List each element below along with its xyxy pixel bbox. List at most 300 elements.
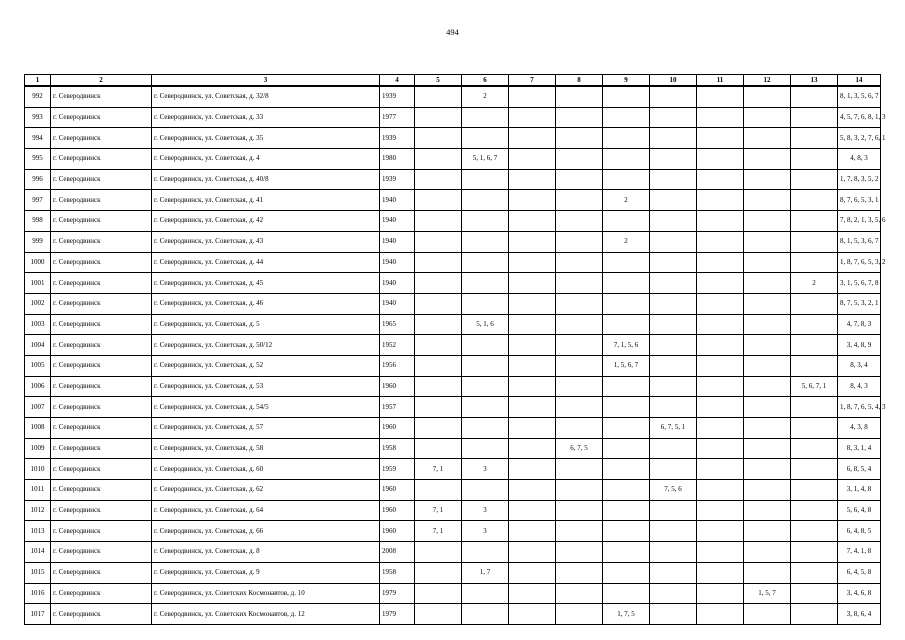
- table-cell-col-8: [556, 293, 603, 314]
- table-cell-col-11: [697, 521, 744, 542]
- table-cell-col-6: [462, 397, 509, 418]
- table-cell-col-11: [697, 376, 744, 397]
- table-cell-col-8: [556, 273, 603, 294]
- table-cell-col-6: [462, 335, 509, 356]
- table-cell-col-2: г. Северодвинск: [51, 190, 152, 211]
- table-cell-col-14: 4, 5, 7, 6, 8, 1, 3: [838, 107, 881, 128]
- table-cell-col-9: [603, 521, 650, 542]
- table-cell-col-2: г. Северодвинск: [51, 252, 152, 273]
- table-row: [25, 128, 881, 149]
- table-row: [25, 583, 881, 604]
- table-cell-col-1: 1010: [25, 459, 51, 480]
- table-cell-col-3: г. Северодвинск, ул. Советская, д. 53: [152, 376, 380, 397]
- table-cell-col-9: [603, 149, 650, 170]
- table-cell-col-13: [791, 86, 838, 107]
- table-cell-col-3: г. Северодвинск, ул. Советская, д. 40/8: [152, 169, 380, 190]
- table-cell-col-11: [697, 293, 744, 314]
- table-row: [25, 418, 881, 439]
- table-cell-col-13: 2: [791, 273, 838, 294]
- column-header-3: 3: [152, 75, 380, 87]
- table-cell-col-10: 7, 5, 6: [650, 480, 697, 501]
- column-header-8: 8: [556, 75, 603, 87]
- table-cell-col-2: г. Северодвинск: [51, 273, 152, 294]
- table-cell-col-1: 1009: [25, 438, 51, 459]
- table-cell-col-9: [603, 459, 650, 480]
- table-cell-col-4: 1939: [380, 128, 415, 149]
- table-cell-col-10: [650, 86, 697, 107]
- table-cell-col-8: [556, 459, 603, 480]
- table-cell-col-1: 1012: [25, 500, 51, 521]
- table-cell-col-14: 8, 3, 1, 4: [838, 438, 881, 459]
- table-cell-col-6: [462, 376, 509, 397]
- table-cell-col-14: 3, 4, 6, 8: [838, 583, 881, 604]
- table-cell-col-4: 1960: [380, 418, 415, 439]
- table-cell-col-2: г. Северодвинск: [51, 521, 152, 542]
- table-cell-col-3: г. Северодвинск, ул. Советская, д. 42: [152, 211, 380, 232]
- table-cell-col-7: [509, 562, 556, 583]
- table-cell-col-13: [791, 604, 838, 625]
- table-row: [25, 604, 881, 625]
- table-cell-col-9: [603, 438, 650, 459]
- table-cell-col-4: 1940: [380, 190, 415, 211]
- table-cell-col-6: [462, 480, 509, 501]
- table-cell-col-14: 1, 7, 8, 3, 5, 2: [838, 169, 881, 190]
- table-cell-col-13: [791, 480, 838, 501]
- table-cell-col-13: [791, 169, 838, 190]
- table-cell-col-10: [650, 438, 697, 459]
- table-cell-col-3: г. Северодвинск, ул. Советская, д. 9: [152, 562, 380, 583]
- table-cell-col-2: г. Северодвинск: [51, 86, 152, 107]
- table-cell-col-9: [603, 273, 650, 294]
- table-cell-col-5: [415, 397, 462, 418]
- table-cell-col-10: [650, 252, 697, 273]
- table-cell-col-8: 6, 7, 5: [556, 438, 603, 459]
- table-cell-col-8: [556, 604, 603, 625]
- table-cell-col-13: [791, 355, 838, 376]
- table-cell-col-7: [509, 604, 556, 625]
- table-row: [25, 293, 881, 314]
- table-cell-col-7: [509, 459, 556, 480]
- table-cell-col-7: [509, 149, 556, 170]
- table-row: [25, 542, 881, 563]
- table-cell-col-7: [509, 583, 556, 604]
- table-cell-col-4: 1958: [380, 438, 415, 459]
- table-cell-col-12: [744, 293, 791, 314]
- table-cell-col-3: г. Северодвинск, ул. Советская, д. 62: [152, 480, 380, 501]
- table-cell-col-12: [744, 355, 791, 376]
- table-cell-col-10: [650, 107, 697, 128]
- table-cell-col-14: 8, 7, 6, 5, 3, 1: [838, 190, 881, 211]
- table-cell-col-6: 3: [462, 521, 509, 542]
- table-cell-col-9: [603, 583, 650, 604]
- table-cell-col-4: 1956: [380, 355, 415, 376]
- table-cell-col-10: [650, 231, 697, 252]
- table-cell-col-4: 1939: [380, 86, 415, 107]
- table-cell-col-2: г. Северодвинск: [51, 438, 152, 459]
- table-cell-col-11: [697, 355, 744, 376]
- table-cell-col-11: [697, 480, 744, 501]
- table-cell-col-10: [650, 562, 697, 583]
- table-cell-col-13: [791, 418, 838, 439]
- table-cell-col-5: [415, 293, 462, 314]
- column-header-7: 7: [509, 75, 556, 87]
- table-cell-col-11: [697, 169, 744, 190]
- table-cell-col-11: [697, 107, 744, 128]
- table-cell-col-9: 1, 5, 6, 7: [603, 355, 650, 376]
- table-cell-col-14: 3, 4, 8, 9: [838, 335, 881, 356]
- table-cell-col-12: [744, 480, 791, 501]
- table-cell-col-10: [650, 314, 697, 335]
- table-cell-col-8: [556, 397, 603, 418]
- table-cell-col-8: [556, 149, 603, 170]
- table-cell-col-7: [509, 314, 556, 335]
- table-cell-col-9: 1, 7, 5: [603, 604, 650, 625]
- table-row: [25, 335, 881, 356]
- table-row: [25, 273, 881, 294]
- table-cell-col-2: г. Северодвинск: [51, 211, 152, 232]
- table-cell-col-11: [697, 86, 744, 107]
- table-cell-col-5: [415, 190, 462, 211]
- table-cell-col-4: 1977: [380, 107, 415, 128]
- table-cell-col-12: [744, 459, 791, 480]
- table-cell-col-14: 4, 7, 8, 3: [838, 314, 881, 335]
- table-cell-col-1: 1001: [25, 273, 51, 294]
- table-cell-col-7: [509, 107, 556, 128]
- table-cell-col-12: [744, 542, 791, 563]
- table-cell-col-12: [744, 397, 791, 418]
- table-cell-col-13: [791, 542, 838, 563]
- table-cell-col-8: [556, 542, 603, 563]
- table-cell-col-7: [509, 128, 556, 149]
- table-cell-col-10: [650, 128, 697, 149]
- table-cell-col-2: г. Северодвинск: [51, 480, 152, 501]
- table-cell-col-13: [791, 211, 838, 232]
- table-cell-col-1: 999: [25, 231, 51, 252]
- table-cell-col-9: [603, 107, 650, 128]
- table-cell-col-14: 7, 4, 1, 8: [838, 542, 881, 563]
- table-cell-col-3: г. Северодвинск, ул. Советская, д. 57: [152, 418, 380, 439]
- table-cell-col-1: 997: [25, 190, 51, 211]
- table-cell-col-4: 1960: [380, 376, 415, 397]
- table-cell-col-8: [556, 128, 603, 149]
- table-cell-col-5: [415, 583, 462, 604]
- table-cell-col-14: 6, 4, 5, 8: [838, 562, 881, 583]
- table-cell-col-3: г. Северодвинск, ул. Советских Космонавтов, д. 10: [152, 583, 380, 604]
- table-cell-col-7: [509, 438, 556, 459]
- table-cell-col-5: [415, 211, 462, 232]
- table-cell-col-5: [415, 542, 462, 563]
- table-cell-col-8: [556, 211, 603, 232]
- column-header-12: 12: [744, 75, 791, 87]
- table-cell-col-5: [415, 376, 462, 397]
- table-row: [25, 231, 881, 252]
- table-cell-col-11: [697, 128, 744, 149]
- table-cell-col-2: г. Северодвинск: [51, 128, 152, 149]
- table-cell-col-6: 3: [462, 459, 509, 480]
- table-cell-col-14: 8, 3, 4: [838, 355, 881, 376]
- table-cell-col-8: [556, 562, 603, 583]
- table-cell-col-1: 1006: [25, 376, 51, 397]
- table-cell-col-3: г. Северодвинск, ул. Советских Космонавтов, д. 12: [152, 604, 380, 625]
- table-cell-col-2: г. Северодвинск: [51, 459, 152, 480]
- table-cell-col-3: г. Северодвинск, ул. Советская, д. 66: [152, 521, 380, 542]
- table-cell-col-8: [556, 521, 603, 542]
- table-cell-col-5: [415, 231, 462, 252]
- table-cell-col-6: 5, 1, 6: [462, 314, 509, 335]
- table-cell-col-2: г. Северодвинск: [51, 355, 152, 376]
- table-cell-col-1: 1017: [25, 604, 51, 625]
- table-cell-col-13: 5, 6, 7, 1: [791, 376, 838, 397]
- table-cell-col-9: [603, 418, 650, 439]
- table-cell-col-11: [697, 397, 744, 418]
- table-cell-col-14: 3, 1, 5, 6, 7, 8: [838, 273, 881, 294]
- table-row: [25, 521, 881, 542]
- table-cell-col-7: [509, 397, 556, 418]
- table-cell-col-3: г. Северодвинск, ул. Советская, д. 46: [152, 293, 380, 314]
- table-cell-col-14: 3, 1, 4, 8: [838, 480, 881, 501]
- table-cell-col-5: [415, 149, 462, 170]
- column-header-1: 1: [25, 75, 51, 87]
- table-cell-col-3: г. Северодвинск, ул. Советская, д. 43: [152, 231, 380, 252]
- table-cell-col-8: [556, 169, 603, 190]
- table-cell-col-3: г. Северодвинск, ул. Советская, д. 52: [152, 355, 380, 376]
- table-cell-col-10: [650, 521, 697, 542]
- table-cell-col-4: 1980: [380, 149, 415, 170]
- table-row: [25, 376, 881, 397]
- table-cell-col-6: [462, 293, 509, 314]
- table-cell-col-12: [744, 376, 791, 397]
- table-cell-col-12: 1, 5, 7: [744, 583, 791, 604]
- table-cell-col-11: [697, 149, 744, 170]
- table-cell-col-14: 5, 8, 3, 2, 7, 6, 1: [838, 128, 881, 149]
- table-cell-col-5: 7, 1: [415, 459, 462, 480]
- table-cell-col-12: [744, 418, 791, 439]
- table-cell-col-11: [697, 314, 744, 335]
- table-cell-col-7: [509, 293, 556, 314]
- table-row: [25, 190, 881, 211]
- table-cell-col-5: [415, 335, 462, 356]
- table-cell-col-7: [509, 335, 556, 356]
- table-cell-col-12: [744, 128, 791, 149]
- table-cell-col-9: [603, 293, 650, 314]
- table-cell-col-5: 7, 1: [415, 500, 462, 521]
- table-cell-col-3: г. Северодвинск, ул. Советская, д. 64: [152, 500, 380, 521]
- table-cell-col-9: 2: [603, 190, 650, 211]
- table-cell-col-1: 1008: [25, 418, 51, 439]
- table-cell-col-11: [697, 562, 744, 583]
- table-cell-col-12: [744, 107, 791, 128]
- table-cell-col-5: [415, 252, 462, 273]
- table-cell-col-4: 1958: [380, 562, 415, 583]
- table-cell-col-4: 1940: [380, 252, 415, 273]
- table-cell-col-14: 4, 3, 8: [838, 418, 881, 439]
- table-cell-col-7: [509, 190, 556, 211]
- table-cell-col-5: [415, 314, 462, 335]
- table-cell-col-1: 1016: [25, 583, 51, 604]
- table-cell-col-1: 1000: [25, 252, 51, 273]
- table-cell-col-2: г. Северодвинск: [51, 500, 152, 521]
- table-cell-col-14: 6, 4, 8, 5: [838, 521, 881, 542]
- table-cell-col-7: [509, 273, 556, 294]
- table-cell-col-3: г. Северодвинск, ул. Советская, д. 32/8: [152, 86, 380, 107]
- table-cell-col-3: г. Северодвинск, ул. Советская, д. 41: [152, 190, 380, 211]
- table-cell-col-9: [603, 562, 650, 583]
- table-row: [25, 86, 881, 107]
- table-cell-col-12: [744, 335, 791, 356]
- table-cell-col-7: [509, 521, 556, 542]
- table-cell-col-5: [415, 438, 462, 459]
- table-cell-col-5: [415, 604, 462, 625]
- table-cell-col-10: [650, 397, 697, 418]
- table-cell-col-7: [509, 376, 556, 397]
- table-cell-col-12: [744, 500, 791, 521]
- table-cell-col-14: 1, 8, 7, 6, 5, 4, 3: [838, 397, 881, 418]
- table-cell-col-14: 8, 7, 5, 3, 2, 1: [838, 293, 881, 314]
- table-cell-col-11: [697, 190, 744, 211]
- column-header-14: 14: [838, 75, 881, 87]
- table-cell-col-9: 2: [603, 231, 650, 252]
- table-cell-col-13: [791, 459, 838, 480]
- table-cell-col-13: [791, 562, 838, 583]
- table-cell-col-12: [744, 604, 791, 625]
- table-cell-col-9: [603, 480, 650, 501]
- table-cell-col-10: [650, 190, 697, 211]
- table-cell-col-3: г. Северодвинск, ул. Советская, д. 45: [152, 273, 380, 294]
- table-cell-col-7: [509, 252, 556, 273]
- table-cell-col-3: г. Северодвинск, ул. Советская, д. 44: [152, 252, 380, 273]
- table-cell-col-2: г. Северодвинск: [51, 376, 152, 397]
- table-cell-col-8: [556, 231, 603, 252]
- table-cell-col-13: [791, 128, 838, 149]
- table-cell-col-10: [650, 293, 697, 314]
- table-cell-col-1: 996: [25, 169, 51, 190]
- table-cell-col-3: г. Северодвинск, ул. Советская, д. 8: [152, 542, 380, 563]
- table-cell-col-8: [556, 314, 603, 335]
- table-cell-col-5: [415, 86, 462, 107]
- table-cell-col-1: 994: [25, 128, 51, 149]
- table-cell-col-11: [697, 459, 744, 480]
- column-header-9: 9: [603, 75, 650, 87]
- table-cell-col-9: [603, 86, 650, 107]
- column-header-11: 11: [697, 75, 744, 87]
- table-cell-col-2: г. Северодвинск: [51, 293, 152, 314]
- page-number: 494: [446, 27, 459, 37]
- register-table: [24, 74, 886, 625]
- table-cell-col-6: [462, 355, 509, 376]
- table-cell-col-13: [791, 107, 838, 128]
- table-row: [25, 438, 881, 459]
- table-cell-col-8: [556, 480, 603, 501]
- table-cell-col-7: [509, 231, 556, 252]
- table-cell-col-13: [791, 397, 838, 418]
- table-cell-col-14: 8, 1, 5, 3, 6, 7: [838, 231, 881, 252]
- table-cell-col-5: [415, 107, 462, 128]
- table-cell-col-9: [603, 211, 650, 232]
- table-cell-col-7: [509, 86, 556, 107]
- table-cell-col-14: 5, 6, 4, 8: [838, 500, 881, 521]
- table-cell-col-1: 1007: [25, 397, 51, 418]
- table-cell-col-7: [509, 418, 556, 439]
- table-cell-col-5: [415, 355, 462, 376]
- table-cell-col-7: [509, 355, 556, 376]
- table-cell-col-8: [556, 376, 603, 397]
- table-cell-col-13: [791, 293, 838, 314]
- table-cell-col-8: [556, 252, 603, 273]
- table-cell-col-9: [603, 397, 650, 418]
- table-cell-col-12: [744, 314, 791, 335]
- table-cell-col-10: [650, 335, 697, 356]
- table-cell-col-5: [415, 562, 462, 583]
- table-cell-col-6: [462, 169, 509, 190]
- table-cell-col-12: [744, 149, 791, 170]
- table-cell-col-6: 3: [462, 500, 509, 521]
- table-cell-col-4: 1979: [380, 604, 415, 625]
- table-cell-col-2: г. Северодвинск: [51, 562, 152, 583]
- table-cell-col-9: [603, 128, 650, 149]
- table-cell-col-9: [603, 252, 650, 273]
- table-row: [25, 397, 881, 418]
- table-cell-col-9: [603, 376, 650, 397]
- table-cell-col-6: [462, 273, 509, 294]
- table-cell-col-8: [556, 583, 603, 604]
- table-cell-col-2: г. Северодвинск: [51, 604, 152, 625]
- table-cell-col-12: [744, 86, 791, 107]
- table-cell-col-12: [744, 231, 791, 252]
- table-cell-col-12: [744, 562, 791, 583]
- table-cell-col-13: [791, 231, 838, 252]
- table-cell-col-4: 1959: [380, 459, 415, 480]
- table-cell-col-5: [415, 480, 462, 501]
- table-cell-col-13: [791, 438, 838, 459]
- table-row: [25, 211, 881, 232]
- table-cell-col-13: [791, 521, 838, 542]
- table-cell-col-3: г. Северодвинск, ул. Советская, д. 35: [152, 128, 380, 149]
- table-body: [25, 86, 886, 624]
- table-cell-col-11: [697, 583, 744, 604]
- table-cell-col-11: [697, 438, 744, 459]
- table-cell-col-4: 1940: [380, 293, 415, 314]
- table-row: [25, 500, 881, 521]
- table-cell-col-3: г. Северодвинск, ул. Советская, д. 5: [152, 314, 380, 335]
- table-cell-col-8: [556, 335, 603, 356]
- table-cell-col-5: [415, 418, 462, 439]
- table-cell-col-3: г. Северодвинск, ул. Советская, д. 33: [152, 107, 380, 128]
- table-cell-col-5: 7, 1: [415, 521, 462, 542]
- table-cell-col-3: г. Северодвинск, ул. Советская, д. 54/5: [152, 397, 380, 418]
- table-cell-col-4: 1957: [380, 397, 415, 418]
- table-cell-col-12: [744, 521, 791, 542]
- table-cell-col-13: [791, 335, 838, 356]
- table-cell-col-1: 1013: [25, 521, 51, 542]
- table-cell-col-6: [462, 211, 509, 232]
- table-cell-col-13: [791, 314, 838, 335]
- table-cell-col-1: 1015: [25, 562, 51, 583]
- table-cell-col-5: [415, 169, 462, 190]
- table-cell-col-7: [509, 542, 556, 563]
- table-cell-col-10: [650, 169, 697, 190]
- table-cell-col-6: 5, 1, 6, 7: [462, 149, 509, 170]
- table-cell-col-2: г. Северодвинск: [51, 231, 152, 252]
- table-row: [25, 314, 881, 335]
- table-cell-col-8: [556, 86, 603, 107]
- table-header-row: [25, 75, 881, 87]
- table-cell-col-2: г. Северодвинск: [51, 397, 152, 418]
- table-cell-col-14: 8, 1, 3, 5, 6, 7: [838, 86, 881, 107]
- table-cell-col-4: 1940: [380, 273, 415, 294]
- table-cell-col-7: [509, 211, 556, 232]
- table-row: [25, 169, 881, 190]
- table-cell-col-11: [697, 231, 744, 252]
